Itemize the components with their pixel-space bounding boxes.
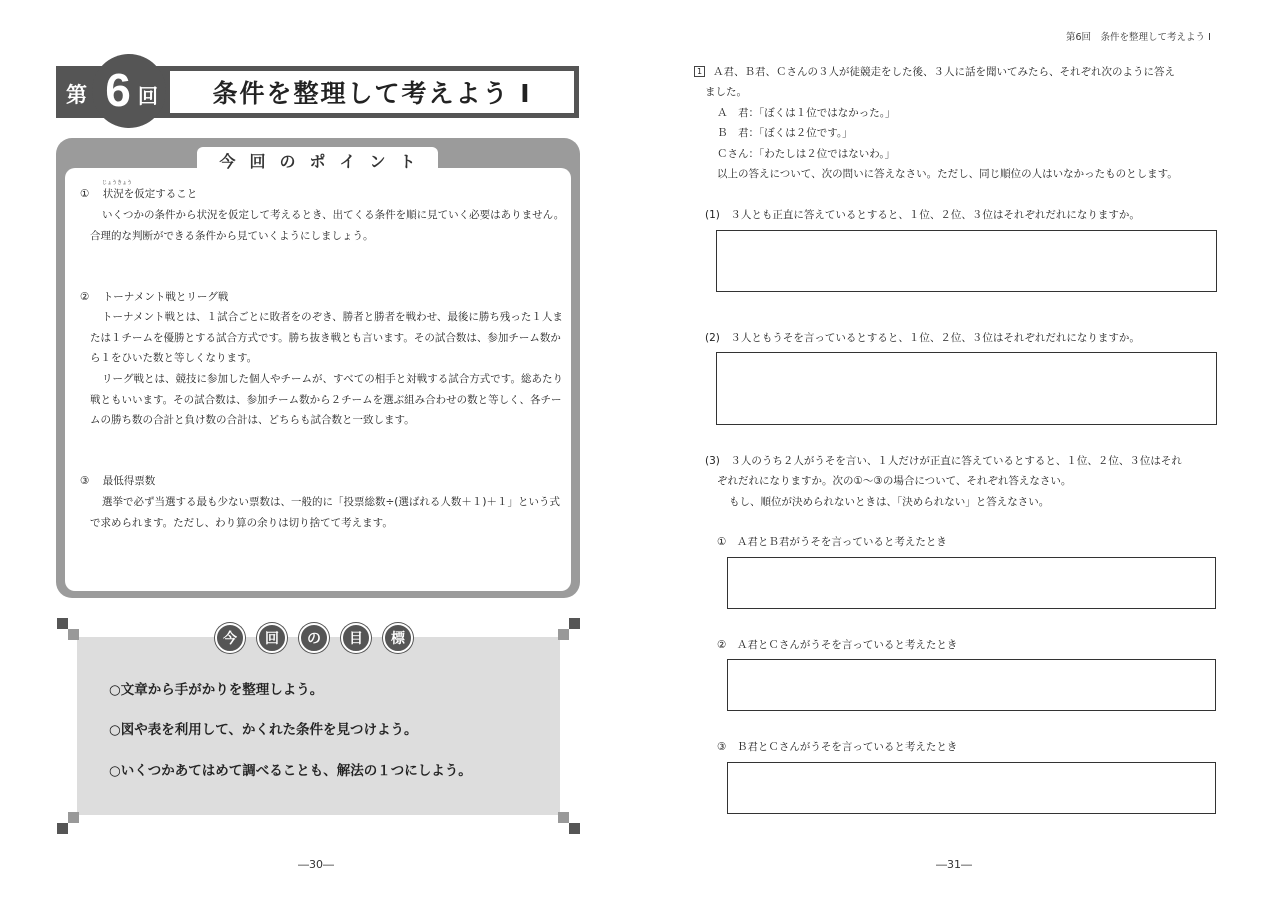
goals-corner-br — [569, 823, 580, 834]
point-3-heading — [80, 471, 155, 492]
statement-c: Ｃさん：「わたしは２位ではないわ。」 — [717, 148, 896, 160]
question-3-line-3: もし、順位が決められないときは、「決められない」と答えなさい。 — [729, 496, 1050, 508]
goals-badge: 標 — [383, 623, 413, 653]
point-1-body: いくつかの条件から状況を仮定して考えるとき、出てくる条件を順に見ていく必要はありません。合理的な判断ができる条件から見ていくようにしましょう。 — [90, 209, 565, 242]
answer-box-q2[interactable] — [716, 352, 1217, 425]
statement-b: Ｂ 君：「ぼくは２位です。」 — [717, 127, 853, 139]
goals-corner-bl-inner — [68, 812, 79, 823]
point-1-title: 状況を仮定すること — [102, 188, 198, 200]
problem-intro-text: Ａ君、Ｂ君、Ｃさんの３人が徒競走をした後、３人に話を聞いてみたら、それぞれ次のように答え — [713, 66, 1175, 78]
goals-badge: 今 — [215, 623, 245, 653]
point-3-body: 選挙で必ず当選する最も少ない票数は、一般的に「投票総数÷(選ばれる人数＋１)＋１」という式で求められます。ただし、わり算の余りは切り捨てて考えます。 — [90, 496, 560, 529]
point-3-number: ③ — [80, 475, 90, 487]
goals-badge: 回 — [257, 623, 287, 653]
question-2: (2) ３人ともうそを言っているとすると、１位、２位、３位はそれぞれだれになりますか。 — [705, 332, 1140, 344]
question-3-line-1: (3) ３人のうち２人がうそを言い、１人だけが正直に答えているとすると、１位、２位、３位はそれ — [705, 455, 1182, 467]
point-2-body-tournament: トーナメント戦とは、１試合ごとに敗者をのぞき、勝者と勝者を戦わせ、最後に勝ち残った１人または１チームを優勝とする試合方式です。勝ち抜き戦とも言います。その試合数は、参加チーム数から１をひいた数と等しくなります。 — [90, 311, 563, 364]
sub-question-2: ② Ａ君とＣさんがうそを言っていると考えたとき — [717, 639, 958, 651]
chapter-prefix: 第 — [66, 83, 87, 107]
point-3-title: 最低得票数 — [102, 475, 156, 487]
answer-box-q3-2[interactable] — [727, 659, 1216, 711]
goals-corner-tr — [569, 618, 580, 629]
goal-item-2: ○図や表を利用して、かくれた条件を見つけよう。 — [109, 722, 418, 738]
sub-question-1: ① Ａ君とＢ君がうそを言っていると考えたとき — [717, 536, 947, 548]
statement-a: Ａ 君：「ぼくは１位ではなかった。」 — [717, 107, 896, 119]
point-1-heading — [80, 184, 197, 205]
sub-question-3: ③ Ｂ君とＣさんがうそを言っていると考えたとき — [717, 741, 958, 753]
goals-badge: の — [299, 623, 329, 653]
answer-box-q1[interactable] — [716, 230, 1217, 292]
goal-item-1: ○文章から手がかりを整理しよう。 — [109, 682, 324, 698]
goals-corner-tl-inner — [68, 629, 79, 640]
answer-box-q3-1[interactable] — [727, 557, 1216, 609]
chapter-title-box — [170, 71, 574, 113]
goal-item-3: ○いくつかあてはめて調べることも、解法の１つにしよう。 — [109, 763, 472, 779]
answer-box-q3-3[interactable] — [727, 762, 1216, 814]
point-1-ruby: じょうきょう — [102, 180, 133, 186]
chapter-title: 条件を整理して考えよう Ⅰ — [212, 79, 532, 108]
problem-intro-line-1 — [694, 62, 1175, 83]
running-head: 第6回 条件を整理して考えよう Ⅰ — [1066, 32, 1211, 43]
point-2-heading — [80, 287, 228, 308]
goals-corner-br-inner — [558, 812, 569, 823]
question-3-line-2: ぞれだれになりますか。次の①～③の場合について、それぞれ答えなさい。 — [717, 475, 1072, 487]
points-heading: 今回のポイント — [219, 151, 430, 171]
goals-heading — [215, 623, 413, 653]
point-2-body-league: リーグ戦とは、競技に参加した個人やチームが、すべての相手と対戦する試合方式です。総あたり戦ともいいます。その試合数は、参加チーム数から２チームを選ぶ組み合わせの数と等しく、各チームの勝ち数の合計と負け数の合計は、どちらも試合数と一致します。 — [90, 373, 563, 426]
left-page-number: ―30― — [298, 858, 334, 871]
goals-corner-tr-inner — [558, 629, 569, 640]
goals-corner-tl — [57, 618, 68, 629]
point-2-title: トーナメント戦とリーグ戦 — [102, 291, 229, 303]
chapter-number: 6 — [105, 64, 131, 116]
problem-intro-line-2: ました。 — [705, 86, 747, 98]
points-heading-tab — [197, 147, 438, 173]
point-1-number: ① — [80, 188, 90, 200]
problem-instruction: 以上の答えについて、次の問いに答えなさい。ただし、同じ順位の人はいなかったものとします。 — [717, 168, 1178, 180]
right-page-number: ―31― — [936, 858, 972, 871]
problem-number: 1 — [694, 66, 705, 77]
point-2-number: ② — [80, 291, 90, 303]
goals-corner-bl — [57, 823, 68, 834]
question-1: (1) ３人とも正直に答えているとすると、１位、２位、３位はそれぞれだれになりますか。 — [705, 209, 1140, 221]
chapter-suffix: 回 — [138, 84, 158, 108]
goals-badge: 目 — [341, 623, 371, 653]
